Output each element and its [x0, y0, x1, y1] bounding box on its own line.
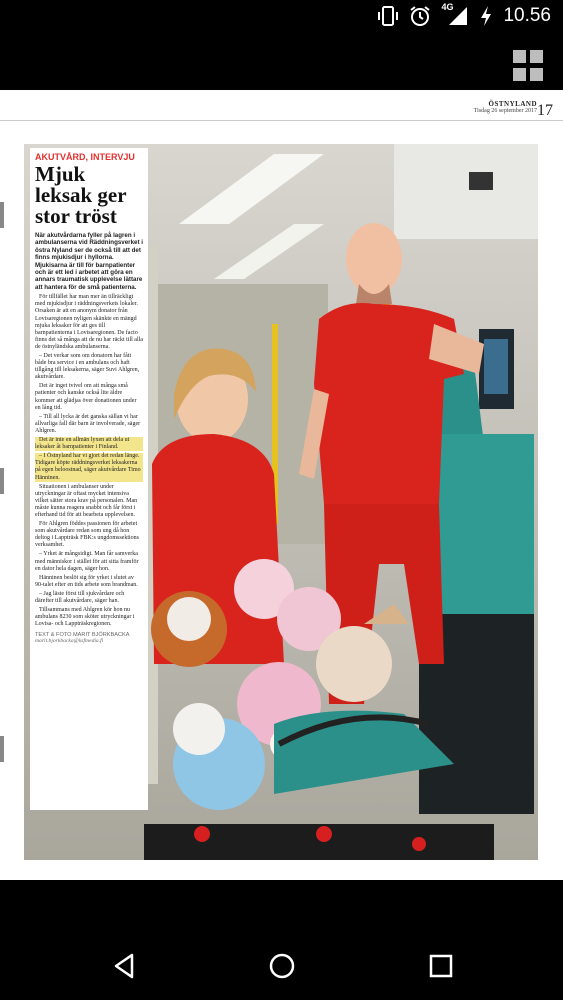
page-number: 17 — [537, 102, 553, 119]
author-email: marit.bjorkbacka@ksfmedia.fi — [35, 638, 104, 645]
home-icon[interactable] — [267, 951, 297, 981]
clock-time: 10.56 — [503, 5, 551, 26]
signal-icon — [441, 2, 469, 27]
status-bar — [0, 0, 563, 34]
page-edge-marker — [0, 468, 4, 494]
article-paragraph: För tillfället har man mer än tillräckligt med mjukisdjur i räddningsverkets lokaler. Orsaken är att en anonym donator från Lovisaregionen nyligen skänkte en mängd mjuka leksaker för att ges till barnpatienterna i Lovisaregionen. De facto finns det så många att de nu har räckt till alla de östnyländska ambulanserna. — [35, 294, 143, 350]
newspaper-page[interactable] — [0, 90, 563, 880]
article-ingress: När akutvårdarna fyller på lagren i ambulanserna vid Räddningsverket i östra Nyland ser de också till att det finns mjukisdjur i hyllorna. Mjukisarna är till för barnpatienter och är ett led i arbetet att göra en annars traumatisk upplevelse lättare att hantera för de små patienterna. — [35, 232, 143, 291]
alarm-icon — [409, 5, 431, 27]
page-edge-marker — [0, 202, 4, 228]
article-kicker: AKUTVÅRD, INTERVJU — [35, 152, 135, 162]
article-paragraph: Situationen i ambulanser under utryckningar är oftast mycket intensiva vilket sätter stora krav på personalen. Man måste kunna reagera snabbt och får först i efterhand tid för att bearbeta upplevelsen. — [35, 483, 138, 518]
article-paragraph: Hänninen beslöt sig för yrket i slutet av 90-talet efter en tids arbete som brandman. — [35, 574, 138, 588]
page-edge-marker — [0, 736, 4, 762]
highlighted-paragraph: – I Östnyland har vi gjort det redan länge. Tidigare köpte räddningsverket leksakerna på egen beloostnad, säger akutvårdare Timo Hänninen. — [35, 453, 143, 481]
article-paragraph: Tillsammans med Ahlgren kör hon nu ambulans 8230 som sköter utryckningar i Lovisa- och Lappträskregionen. — [35, 607, 135, 628]
article-paragraph: – Till all lycka är det ganska sällan vi har allvarliga fall där barn är involverade, säger Ahlgren. — [35, 413, 141, 434]
recents-icon[interactable] — [426, 951, 456, 981]
grid-view-icon[interactable] — [513, 50, 545, 82]
navigation-bar — [0, 880, 563, 1000]
article-paragraph: För Ahlgren föddes passionen för arbetet som akutvårdare redan som ung då hon deltog i Lappträsk FBK:s ungdomssektions verksamhet. — [35, 521, 139, 549]
article-text-column — [30, 148, 148, 810]
app-bar — [0, 34, 563, 90]
article-paragraph: – Yrket är mångsidigt. Man får samverka med människor i stället för att sitta framför en dator hela dagen, säger hon. — [35, 551, 139, 572]
page-header — [473, 100, 553, 119]
header-divider — [0, 120, 563, 121]
network-label: 4G — [441, 2, 454, 12]
article-paragraph: Det är inget tvivel om att många små patienter och kanske också lite äldre kommer att glädjas över donationen under en lång tid. — [35, 383, 137, 411]
back-icon[interactable] — [110, 951, 140, 981]
article-headline: Mjuk leksak ger stor tröst — [35, 162, 127, 228]
vibrate-icon — [377, 6, 399, 26]
charging-icon — [479, 5, 493, 27]
article-byline: TEXT & FOTO MARIT BJÖRKBACKA — [35, 632, 130, 639]
article-paragraph: – Det verkar som om donatorn har fått både bra service i en ambulans och haft tillgång till leksakerna, säger Suvi Ahlgren, akutvårdare. — [35, 353, 140, 381]
issue-date: Tisdag 26 september 2017 — [473, 108, 537, 114]
newspaper-name: ÖSTNYLAND — [488, 100, 537, 108]
highlighted-paragraph: Det är inte en allmän lyxen att dela ut leksaker åt barnpatienter i Finland. — [35, 437, 143, 451]
article-paragraph: – Jag läste först till sjukvårdare och därefter till akutvårdare, säger han. — [35, 590, 125, 604]
